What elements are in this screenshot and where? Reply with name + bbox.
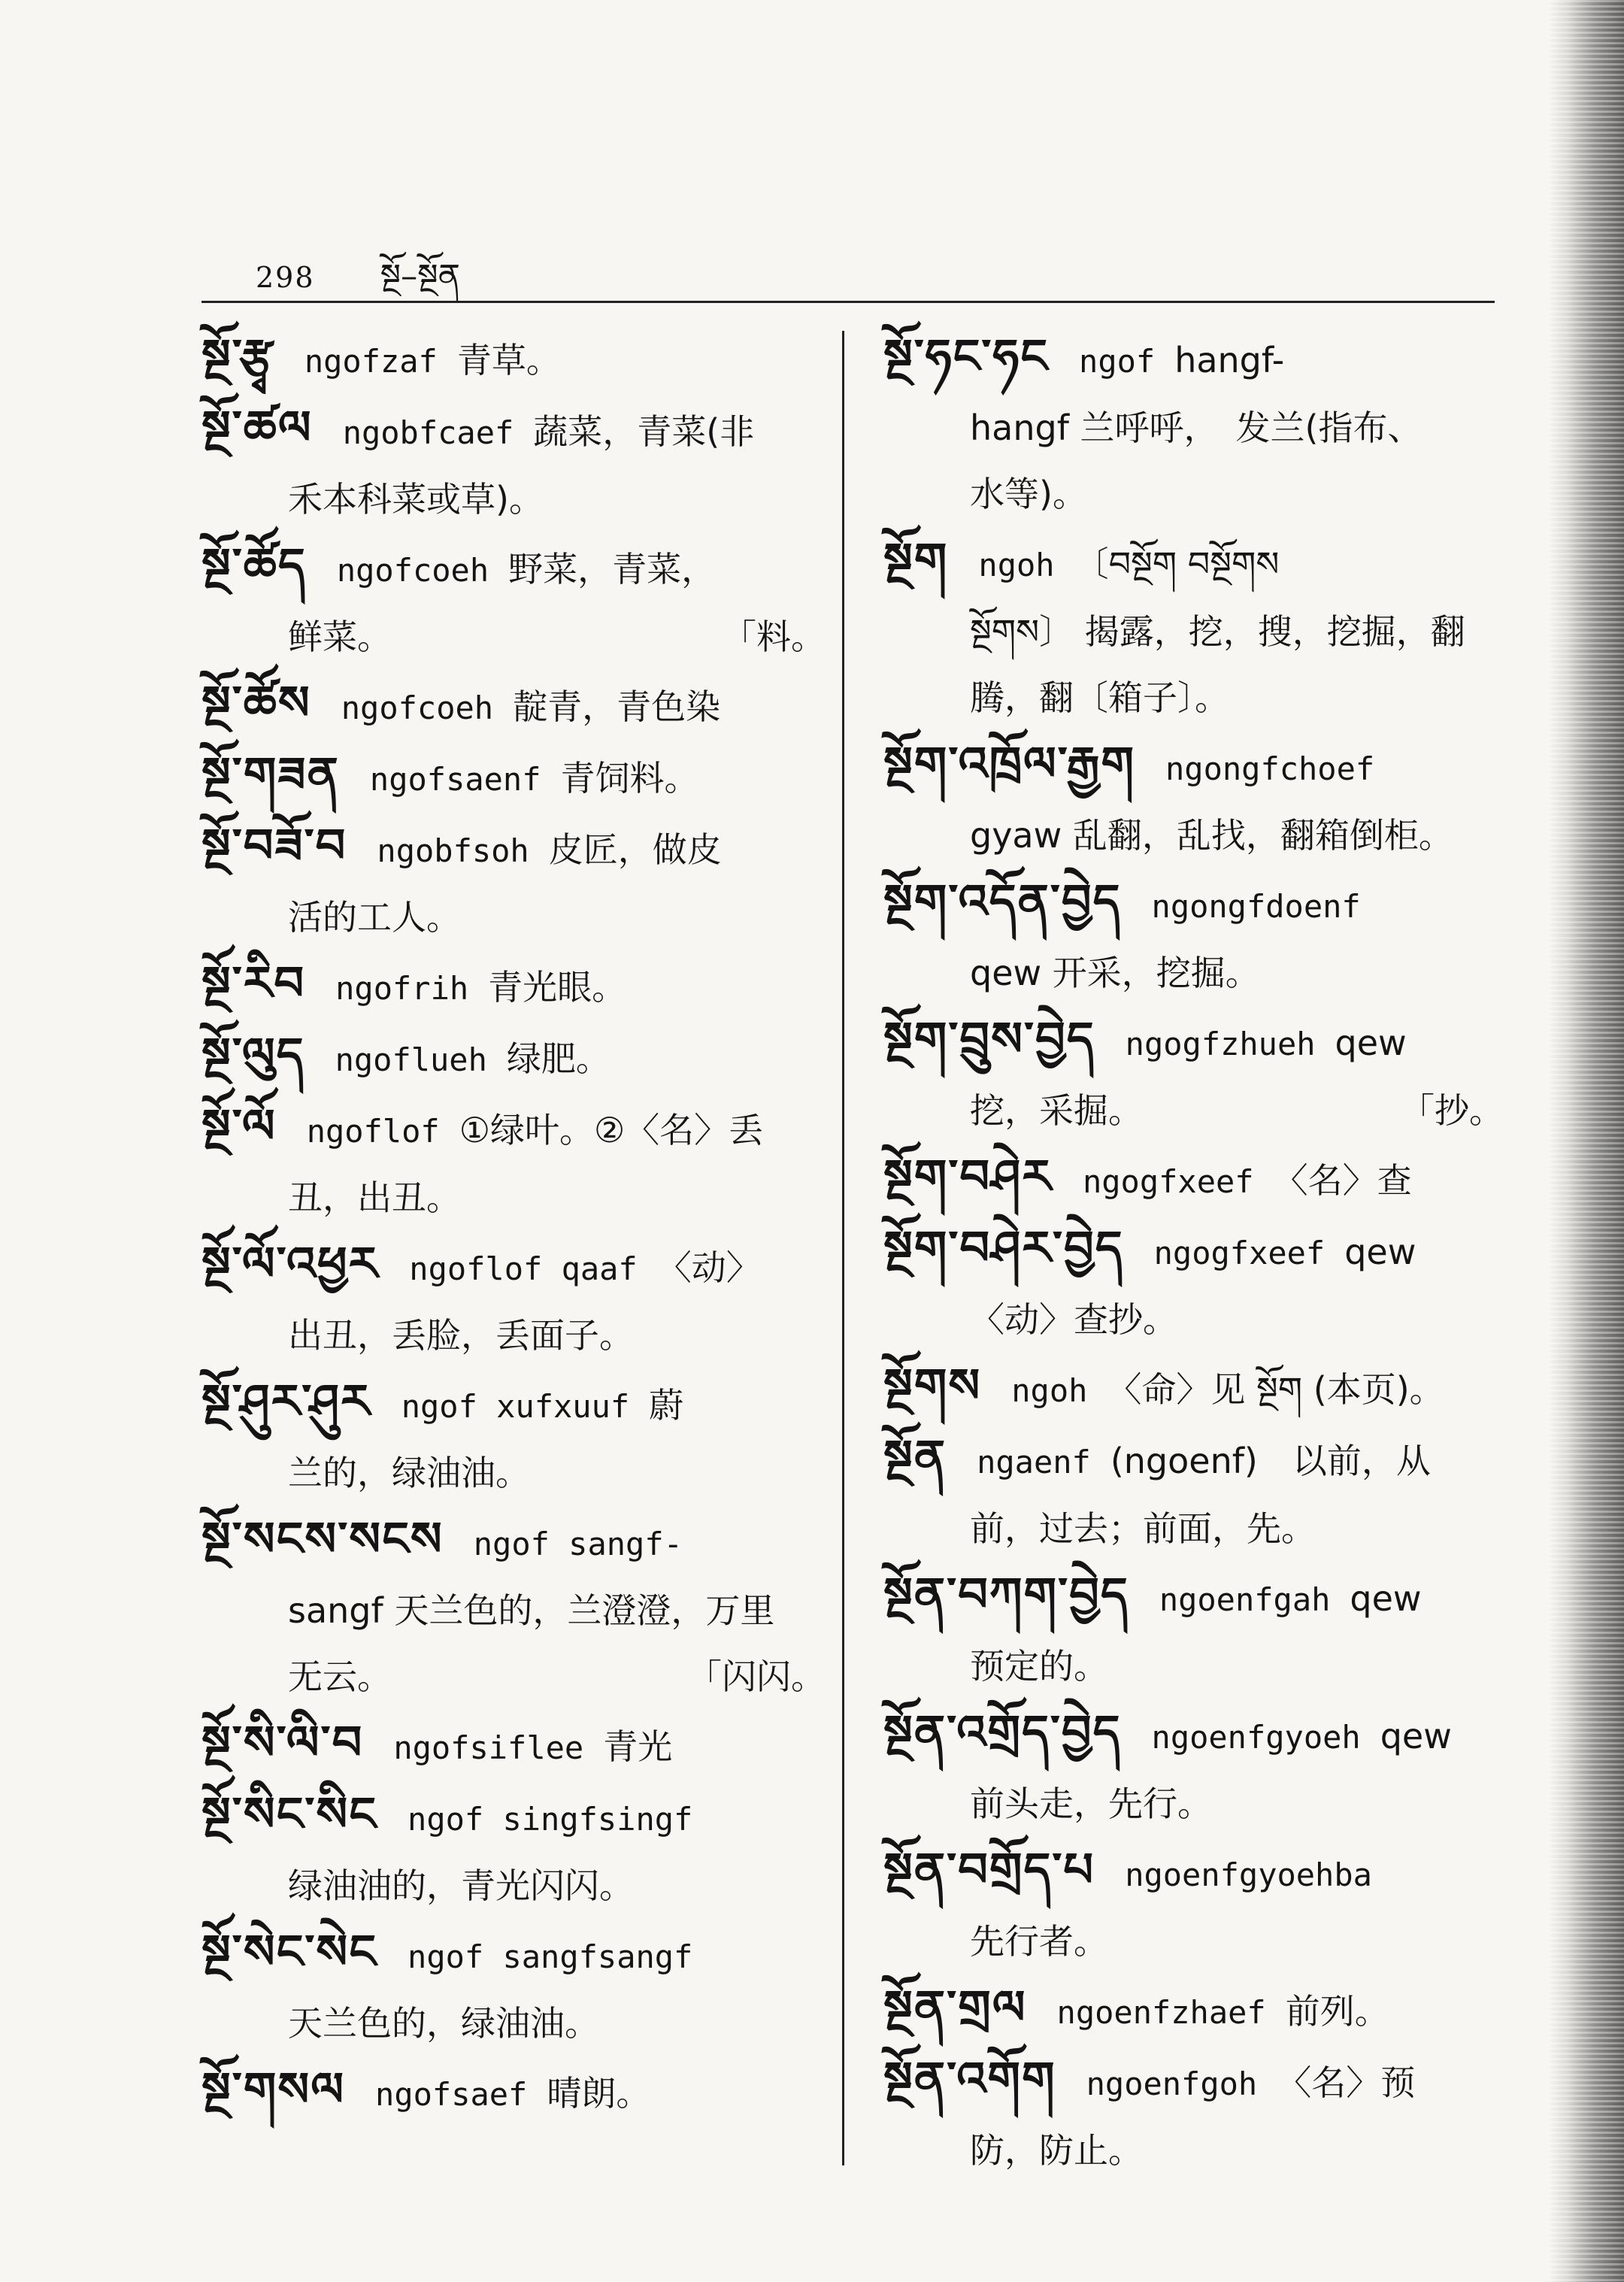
definition: 〈名〉查: [1273, 1160, 1412, 1201]
tibetan-headword: སྔོ་ཤུར་ཤུར: [201, 1374, 371, 1429]
romanization: ngongfchoef: [1165, 750, 1375, 787]
dictionary-entry: [201, 1368, 826, 1506]
continuation-text: 无云。: [288, 1656, 392, 1697]
tibetan-headword: སྔོ་ལོ: [201, 1099, 277, 1153]
definition: 青饲料。: [560, 758, 699, 799]
continuation-text: 防，防止。: [970, 2130, 1143, 2171]
definition-continuation: [883, 599, 1504, 665]
romanization: ngogfzhueh: [1125, 1026, 1316, 1062]
tibetan-headword: སྔོ་སི་ལི་བ: [201, 1715, 364, 1770]
definition-continuation: [201, 1440, 826, 1506]
romanization: ngoh: [1011, 1372, 1088, 1409]
dictionary-entry: [201, 1231, 826, 1368]
dictionary-entry: [201, 1710, 826, 1781]
definition: 青光: [603, 1726, 673, 1767]
romanization: ngongfdoenf: [1151, 888, 1361, 925]
page-number: 298: [256, 261, 315, 294]
dictionary-entry: [201, 532, 826, 670]
dictionary-entry: [883, 1424, 1504, 1562]
definition: 晴朗。: [547, 2073, 651, 2114]
tibetan-headword: སྔོ་རིབ: [201, 956, 306, 1011]
definition-continuation: [883, 665, 1504, 731]
dictionary-entry: [201, 1781, 826, 1919]
romanization: ngofsaef: [375, 2076, 528, 2113]
dictionary-entry: [201, 1506, 826, 1710]
definition: hangf-: [1174, 340, 1285, 380]
tibetan-headword: སྔོ་སངས་སངས: [201, 1511, 444, 1566]
tibetan-headword: སྔོག: [883, 532, 949, 587]
tibetan-headword: སྔོན་འགོག: [883, 2051, 1056, 2106]
tibetan-headword: སྔོན: [883, 1429, 947, 1484]
tibetan-headword: སྔོ་སེང་སེང: [201, 1924, 378, 1979]
page-header: [256, 239, 460, 332]
romanization: ngoh: [978, 547, 1055, 583]
definition-continuation: [883, 1771, 1504, 1837]
dictionary-entry: [201, 1919, 826, 2056]
tibetan-headword: སྔོན་འགྲོད་བྱེད: [883, 1705, 1122, 1759]
definition: qew: [1380, 1716, 1452, 1756]
romanization: ngofsiflee: [393, 1729, 584, 1766]
definition: qew: [1335, 1023, 1407, 1063]
romanization: ngof sangf-: [473, 1526, 683, 1562]
dictionary-entry: [883, 1215, 1504, 1353]
continuation-text: 丑，出丑。: [288, 1177, 461, 1218]
tibetan-headword: སྔོ་ཚོས: [201, 675, 311, 730]
dictionary-entry: [883, 868, 1504, 1006]
romanization: ngobfcaef: [342, 414, 514, 451]
romanization: ngoflof: [306, 1113, 440, 1150]
tibetan-headword: སྔོན་བགྲོད་པ: [883, 1842, 1095, 1897]
carryover-note: 「闪闪。: [687, 1656, 826, 1697]
romanization: ngofrih: [335, 970, 469, 1007]
definition-continuation: [201, 1644, 826, 1710]
romanization: ngogfxeef: [1082, 1163, 1254, 1200]
romanization: ngofzaf: [304, 343, 438, 380]
tibetan-headword: སྔོ་གསལ: [201, 2062, 346, 2117]
continuation-text: hangf 兰呼呼， 发兰(指布、: [970, 408, 1423, 448]
dictionary-entry: [883, 1144, 1504, 1215]
tibetan-headword: སྔོན་བཀག་བྱེད: [883, 1567, 1129, 1622]
romanization: ngoenfgoh: [1086, 2065, 1258, 2102]
definition-continuation: [201, 1165, 826, 1231]
definition: 青草。: [456, 340, 561, 380]
continuation-text: 天兰色的，绿油油。: [288, 2003, 599, 2044]
definition-continuation: [883, 395, 1504, 461]
romanization: ngaenf: [977, 1444, 1091, 1480]
column-divider: [842, 331, 844, 2165]
romanization: ngof singfsingf: [408, 1801, 693, 1838]
dictionary-entry: [883, 1006, 1504, 1144]
romanization: ngof xufxuuf: [401, 1388, 630, 1425]
dictionary-entry: [883, 527, 1504, 731]
continuation-text: 挖，采掘。: [970, 1090, 1143, 1131]
dictionary-entry: [883, 1837, 1504, 1974]
definition: qew: [1350, 1578, 1422, 1619]
romanization: ngoenfgah: [1159, 1581, 1331, 1618]
romanization: ngof sangfsangf: [408, 1938, 693, 1975]
definition-continuation: [201, 884, 826, 950]
definition-continuation: [201, 1853, 826, 1919]
dictionary-entry: [201, 395, 826, 532]
carryover-note: 「料。: [722, 617, 826, 657]
romanization: ngof: [1079, 343, 1156, 380]
left-column: [201, 323, 826, 2128]
tibetan-headword: སྔོ་བཟོ་བ: [201, 818, 347, 873]
definition-continuation: [201, 1302, 826, 1368]
romanization: ngoflueh: [335, 1041, 487, 1078]
continuation-text: 〈动〉查抄。: [970, 1299, 1177, 1340]
dictionary-entry: [883, 2046, 1504, 2184]
dictionary-entry: [201, 323, 826, 395]
definition: 蔚: [649, 1385, 684, 1426]
tibetan-headword: སྔོ་ཧང་ཧང: [883, 329, 1050, 383]
dictionary-entry: [201, 950, 826, 1022]
definition-continuation: [201, 1577, 826, 1644]
definition-continuation: [201, 466, 826, 532]
dictionary-entry: [201, 1022, 826, 1093]
romanization: ngoenfgyoeh: [1151, 1719, 1361, 1756]
tibetan-headword: སྔོ་ལུད: [201, 1027, 305, 1082]
continuation-text: 预定的。: [970, 1646, 1108, 1686]
definition: 〔བསྔོག བསྔོགས: [1074, 544, 1280, 584]
definition: (ngoenf) 以前，从: [1110, 1441, 1431, 1481]
romanization: ngofcoeh: [336, 552, 489, 589]
definition: 靛青，青色染: [513, 686, 721, 727]
dictionary-entry: [883, 1353, 1504, 1424]
dictionary-entry: [201, 1093, 826, 1231]
definition: 〈动〉: [656, 1247, 761, 1288]
definition-continuation: [201, 604, 826, 670]
tibetan-headword: སྔོག་འཁྲོལ་རྒྱག: [883, 736, 1136, 791]
carryover-note: 「抄。: [1400, 1090, 1504, 1131]
romanization: ngoflof qaaf: [409, 1250, 638, 1287]
tibetan-headword: སྔོ་ཚོད: [201, 538, 307, 592]
running-head: སྔོ–སྔོན: [380, 257, 460, 295]
tibetan-headword: སྔོ་ཚལ: [201, 400, 313, 455]
definition: 野菜，青菜，: [508, 549, 717, 589]
continuation-text: 禾本科菜或草)。: [288, 479, 544, 520]
continuation-text: 出丑，丢脸，丢面子。: [288, 1315, 634, 1356]
dictionary-entry: [201, 2056, 826, 2128]
dictionary-entry: [883, 1699, 1504, 1837]
tibetan-headword: སྔོ་སིང་སིང: [201, 1787, 378, 1841]
romanization: ngofcoeh: [341, 689, 494, 726]
dictionary-entry: [883, 323, 1504, 527]
definition-continuation: [883, 1633, 1504, 1699]
continuation-text: qew 开采，挖掘。: [970, 953, 1260, 993]
romanization: ngoenfgyoehba: [1125, 1856, 1372, 1893]
definition-continuation: [883, 940, 1504, 1006]
tibetan-headword: སྔོག་འདོན་བྱེད: [883, 874, 1122, 929]
definition-continuation: [883, 802, 1504, 868]
definition: qew: [1344, 1232, 1416, 1272]
continuation-text: 先行者。: [970, 1921, 1108, 1962]
continuation-text: 兰的，绿油油。: [288, 1453, 530, 1493]
continuation-text: 水等)。: [970, 474, 1087, 514]
tibetan-headword: སྔོགས: [883, 1358, 982, 1413]
continuation-text: 绿油油的，青光闪闪。: [288, 1865, 634, 1906]
definition: 〈名〉预: [1277, 2062, 1416, 2103]
continuation-text: sangf 天兰色的，兰澄澄，万里: [288, 1590, 775, 1631]
definition: 青光眼。: [488, 967, 627, 1008]
continuation-text: 前，过去；前面，先。: [970, 1508, 1316, 1549]
definition: 蔬菜，青菜(非: [533, 411, 755, 452]
definition: 绿肥。: [506, 1038, 611, 1079]
continuation-text: 前头走，先行。: [970, 1783, 1212, 1824]
definition-continuation: [883, 1496, 1504, 1562]
tibetan-headword: སྔོག་བྲུས་བྱེད: [883, 1011, 1095, 1066]
tibetan-headword: སྔོ་གཟན: [201, 747, 340, 802]
definition-continuation: [883, 461, 1504, 527]
tibetan-headword: སྔོན་གྲལ: [883, 1980, 1027, 2035]
definition: 前列。: [1285, 1991, 1389, 2032]
tibetan-headword: སྔོག་བཤེར: [883, 1149, 1053, 1204]
definition-continuation: [883, 1286, 1504, 1353]
continuation-text: 活的工人。: [288, 897, 461, 938]
definition-continuation: [883, 1077, 1504, 1144]
dictionary-entry: [201, 813, 826, 950]
definition: ①绿叶。②〈名〉丢: [459, 1110, 764, 1150]
scan-edge-shadow: [1549, 0, 1624, 2282]
dictionary-entry: [201, 670, 826, 741]
romanization: ngofsaenf: [369, 761, 541, 798]
right-column: [883, 323, 1504, 2184]
continuation-text: 腾，翻〔箱子〕。: [970, 677, 1229, 718]
dictionary-entry: [883, 1562, 1504, 1699]
tibetan-headword: སྔོག་བཤེར་བྱེད: [883, 1220, 1124, 1275]
definition: 皮匠，做皮: [548, 829, 722, 870]
definition-continuation: [883, 2117, 1504, 2184]
definition-continuation: [883, 1908, 1504, 1974]
dictionary-entry: [883, 1974, 1504, 2046]
romanization: ngobfsoh: [377, 832, 529, 869]
tibetan-headword: སྔོ་རྩྭ: [201, 329, 274, 383]
definition: 〈命〉见 སྔོག (本页)。: [1107, 1369, 1444, 1410]
header-rule: [201, 301, 1495, 303]
dictionary-entry: [201, 741, 826, 813]
romanization: ngogfxeef: [1153, 1235, 1326, 1271]
continuation-text: gyaw 乱翻，乱找，翻箱倒柜。: [970, 815, 1453, 856]
dictionary-entry: [883, 731, 1504, 868]
continuation-text: 鲜菜。: [288, 617, 392, 657]
tibetan-headword: སྔོ་ལོ་འཕྱར: [201, 1236, 380, 1291]
romanization: ngoenfzhaef: [1056, 1994, 1266, 2031]
continuation-text: སྔོགས〕 揭露，挖，搜，挖掘，翻: [970, 611, 1465, 652]
definition-continuation: [201, 1990, 826, 2056]
